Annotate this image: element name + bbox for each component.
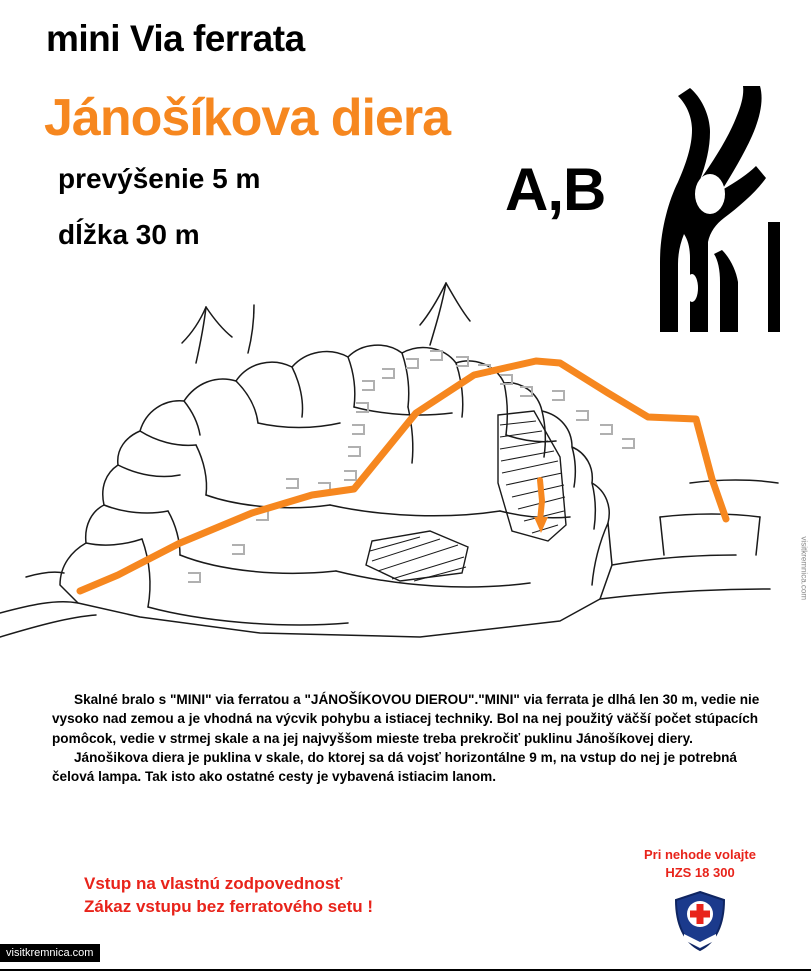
rock-outline-group: [0, 283, 778, 637]
mountain-rescue-logo-icon: [672, 890, 728, 952]
description-paragraph-2: Jánošikova diera je puklina v skale, do ktorej sa dá vojsť horizontálne 9 m, na vstup do nej je potrebná čelová lampa. Tak isto ako ostatné cesty je vybavená istiacim lanom.: [52, 749, 737, 785]
difficulty-grade: A,B: [505, 156, 606, 223]
route-arrowhead: [534, 517, 548, 533]
site-watermark: visitkremnica.com: [0, 944, 100, 962]
warning-line-2: Zákaz vstupu bez ferratového setu !: [84, 897, 374, 917]
description-paragraph-1: Skalné bralo s "MINI" via ferratou a "JÁNOŠÍKOVOU DIEROU"."MINI" via ferrata je dlhá len 30 m, vedie nie vysoko nad zemou a je vhodná na výcvik pohybu a istiacej techniky. Bol na nej použitý väčší počet stúpacích pomôcok, vedie v strmej skale a na jej najvyššom mieste treba prekročiť puklinu Jánošíkovej diery.: [52, 692, 760, 746]
rock-diagram: [0, 225, 811, 675]
description-block: [52, 690, 770, 786]
page-title: Jánošíkova diera: [44, 89, 450, 147]
length-label: dĺžka 30 m: [58, 219, 200, 250]
emergency-block: [600, 846, 800, 881]
side-credit: visitkremnica.com: [800, 536, 809, 600]
emergency-line-1: Pri nehode volajte: [644, 847, 756, 862]
warning-block: [84, 872, 373, 919]
elevation-label: prevýšenie 5 m: [58, 163, 261, 194]
ferrata-rungs: [188, 351, 634, 582]
warning-line-1: Vstup na vlastnú zodpovednosť: [84, 874, 343, 893]
header-subtitle: mini Via ferrata: [46, 18, 305, 59]
emergency-line-2: HZS 18 300: [665, 864, 735, 880]
